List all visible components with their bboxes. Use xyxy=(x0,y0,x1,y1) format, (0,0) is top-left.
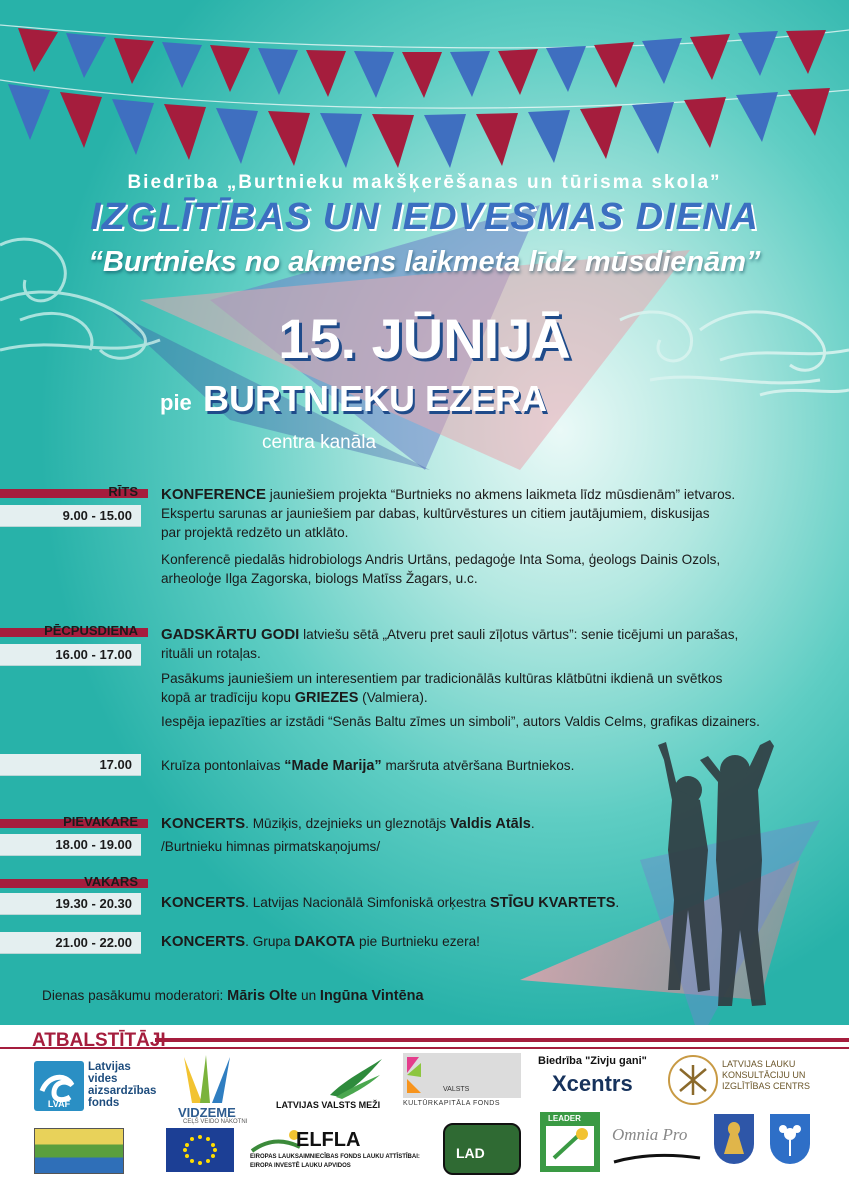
performer-dakota: DAKOTA xyxy=(294,934,356,950)
event-date: 15. JŪNIJĀ xyxy=(278,307,571,370)
headline-concert: KONCERTS xyxy=(161,894,246,911)
boat-name: “Made Marija” xyxy=(284,758,382,774)
time-evening-1: 19.30 - 20.30 xyxy=(55,896,132,911)
performer-valdis-atals: Valdis Atāls xyxy=(449,816,531,832)
time-box-morning xyxy=(0,505,141,527)
time-box-cruise xyxy=(0,754,141,776)
landscape-logo xyxy=(34,1128,124,1174)
headline-gadskartu-godi: GADSKĀRTU GODI xyxy=(161,626,300,643)
cruise-description xyxy=(161,756,849,776)
time-box-afternoon xyxy=(0,644,141,666)
text-fragment: . Mūziķis, dzejnieks un gleznotājs xyxy=(245,816,450,831)
text-fragment: kopā ar tradīciju kopu xyxy=(161,690,295,705)
place-prefix: pie xyxy=(160,390,192,415)
text-line: par projektā redzēto un atklāto. xyxy=(161,525,349,540)
period-label-morning: RĪTS xyxy=(108,484,138,499)
performer-griezes: GRIEZES xyxy=(294,690,359,706)
headline-conference: KONFERENCE xyxy=(161,486,267,503)
sponsors-title: ATBALSTĪTĀJI xyxy=(32,1030,166,1051)
text-line: latviešu sētā „Atveru pret sauli zīļotus vārtus”: senie ticējumi un parašas, xyxy=(299,627,739,642)
early-evening-description xyxy=(161,814,721,856)
sponsors-footer xyxy=(0,1025,849,1200)
vidzeme-name: VIDZEME xyxy=(178,1105,236,1120)
flower-icon xyxy=(770,1114,810,1164)
text-fragment: . Latvijas Nacionālā Simfoniskā orķestra xyxy=(245,895,490,910)
text-line: Iespēja iepazīties ar izstādi “Senās Baltu zīmes un simboli”, autors Valdis Celms, grafikas dizainers. xyxy=(161,714,760,729)
time-cruise: 17.00 xyxy=(99,757,132,772)
text-line: /Burtnieku himnas pirmatskaņojums/ xyxy=(161,839,381,854)
text-line: arheoloģe Ilga Zagorska, biologs Matīss Žagars, u.c. xyxy=(161,571,478,586)
location-detail: centra kanāla xyxy=(262,432,377,453)
afternoon-description xyxy=(161,625,849,731)
moderator-name: Māris Olte xyxy=(227,988,298,1004)
time-box-evening-2 xyxy=(0,932,141,954)
vidzeme-slogan: CEĻŠ VEIDO NĀKOTNI xyxy=(183,1119,248,1125)
vidzeme-emblem-icon xyxy=(178,1053,236,1111)
event-title: IZGLĪTĪBAS UN IEDVESMAS DIENA xyxy=(90,196,759,238)
performer-string-quartet: STĪGU KVARTETS xyxy=(489,895,616,911)
lad-name: LAD xyxy=(456,1145,485,1161)
leader-name: LEADER xyxy=(548,1114,581,1123)
xcentrs-logo: Xcentrs xyxy=(552,1071,633,1096)
time-afternoon: 16.00 - 17.00 xyxy=(55,647,132,662)
text-fragment: Kruīza pontonlaivas xyxy=(161,758,285,773)
moderators-line xyxy=(42,988,424,1004)
vkkf-name-1: VALSTS xyxy=(443,1086,470,1093)
text-fragment: un xyxy=(297,988,320,1003)
text-fragment: . xyxy=(530,816,535,831)
elfla-name: ELFLA xyxy=(296,1129,361,1151)
omnia-pro-logo: Omnia Pro xyxy=(612,1125,688,1144)
elfla-sub-1: EIROPAS LAUKSAIMNIECĪBAS FONDS LAUKU ATTĪSTĪBAI: xyxy=(250,1154,420,1160)
headline-concert: KONCERTS xyxy=(161,933,246,950)
vkkf-name-2: KULTŪRKAPITĀLA FONDS xyxy=(403,1100,501,1107)
vkkf-emblem-icon xyxy=(403,1053,433,1098)
coat-of-arms-2 xyxy=(770,1114,810,1164)
text-line: Ekspertu sarunas ar jauniešiem par dabas, kultūrvēstures un citiem jautājumiem, diskusijas xyxy=(161,506,710,521)
event-subtitle: “Burtnieks no akmens laikmeta līdz mūsdienām” xyxy=(88,246,761,278)
eu-flag-logo xyxy=(166,1128,234,1172)
llkc-emblem-icon xyxy=(670,1057,716,1103)
time-box-evening-1 xyxy=(0,893,141,915)
figure-icon xyxy=(714,1114,754,1164)
lvm-logo xyxy=(270,1055,390,1105)
lvm-name: LATVIJAS VALSTS MEŽI xyxy=(276,1100,381,1110)
time-evening-2: 21.00 - 22.00 xyxy=(55,935,132,950)
omnia-swoosh xyxy=(612,1151,702,1163)
time-morning: 9.00 - 15.00 xyxy=(62,508,132,523)
text-fragment: pie Burtnieku ezera! xyxy=(355,934,480,949)
period-label-evening: VAKARS xyxy=(84,874,138,889)
evening-concert-2 xyxy=(161,932,681,952)
text-fragment: maršruta atvēršana Burtniekos. xyxy=(381,758,575,773)
text-line: jauniešiem projekta “Burtnieks no akmens laikmeta līdz mūsdienām” ietvaros. xyxy=(266,487,736,502)
period-label-early-evening: PIEVAKARE xyxy=(63,814,138,829)
evening-concert-1 xyxy=(161,893,701,913)
morning-description xyxy=(161,485,849,588)
lvaf-abbr: LVAF xyxy=(47,1099,71,1109)
tree-icon xyxy=(270,1055,390,1105)
time-early-evening: 18.00 - 19.00 xyxy=(55,837,132,852)
period-label-afternoon: PĒCPUSDIENA xyxy=(44,623,138,638)
eu-stars-icon xyxy=(166,1128,234,1172)
organizer-name: Biedrība „Burtnieku makšķerēšanas un tūrisma skola” xyxy=(127,172,722,193)
llkc-logo xyxy=(668,1055,718,1105)
text-line: Pasākums jauniešiem un interesentiem par tradicionālās kultūras klātbūtni ikdienā un svētkos xyxy=(161,671,723,686)
text-fragment: . Grupa xyxy=(245,934,295,949)
text-fragment: (Valmiera). xyxy=(358,690,428,705)
elfla-sub-2: EIROPA INVESTĒ LAUKU APVIDOS xyxy=(250,1163,351,1169)
text-line: Konferencē piedalās hidrobiologs Andris Urtāns, pedagoģe Inta Soma, ģeologs Dainis Ozols, xyxy=(161,552,721,567)
lvaf-name: Latvijas vides aizsardzības fonds xyxy=(88,1061,157,1109)
moderators-label: Dienas pasākumu moderatori: xyxy=(42,988,228,1003)
text-line: rituāli un rotaļas. xyxy=(161,646,261,661)
text-fragment: . xyxy=(615,895,620,910)
time-box-early-evening xyxy=(0,834,141,856)
coat-of-arms-1 xyxy=(714,1114,754,1164)
headline-concert: KONCERTS xyxy=(161,815,246,832)
bunting-flags xyxy=(8,28,830,168)
divider xyxy=(155,1038,849,1042)
vidzeme-logo xyxy=(178,1053,236,1111)
zivju-gani-label: Biedrība "Zivju gani" xyxy=(538,1055,647,1067)
moderator-name: Ingūna Vintēna xyxy=(319,988,424,1004)
llkc-name: LATVIJAS LAUKU KONSULTĀCIJU UN IZGLĪTĪBAS CENTRS xyxy=(722,1059,811,1091)
event-location: BURTNIEKU EZERA xyxy=(203,378,548,419)
swoosh-icon xyxy=(612,1152,702,1164)
